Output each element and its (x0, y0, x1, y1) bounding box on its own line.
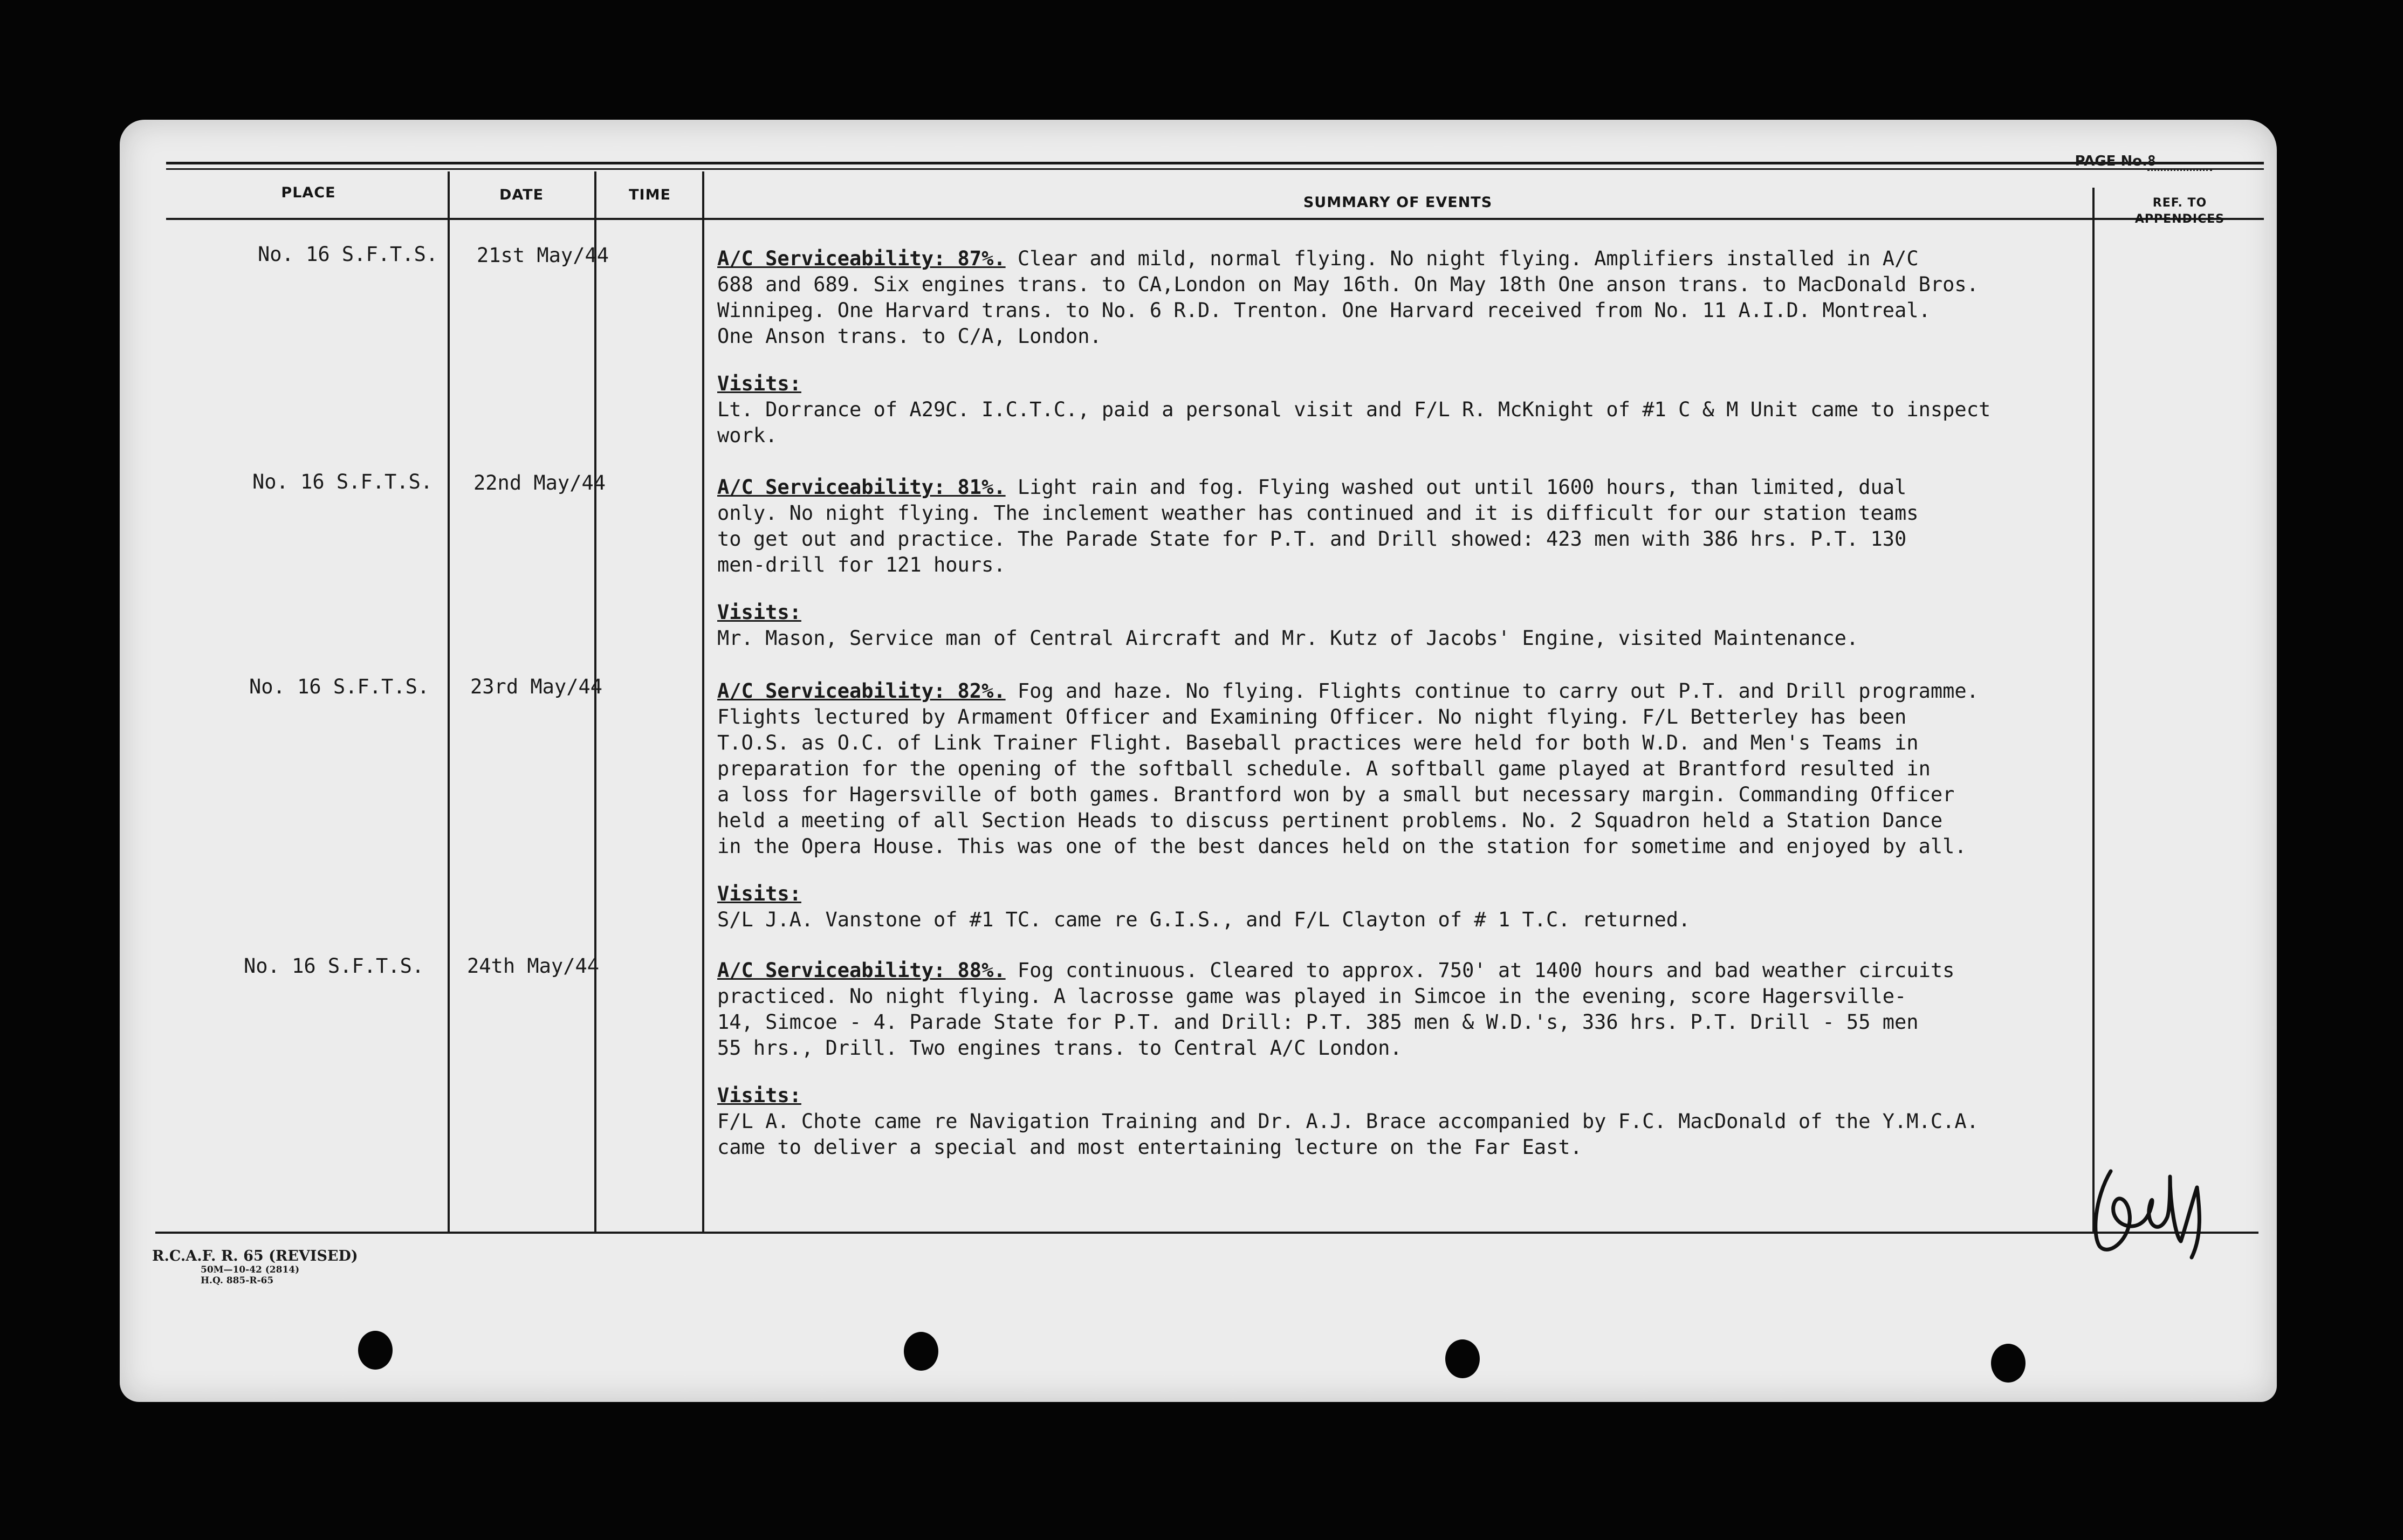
header-time: TIME (629, 187, 671, 203)
visits-label: Visits: (717, 601, 801, 624)
punch-hole (358, 1331, 393, 1370)
punch-hole (904, 1332, 938, 1371)
serviceability-label: A/C Serviceability: 88%. (717, 959, 1006, 982)
entry-summary: A/C Serviceability: 81%. Light rain and fog. Flying washed out until 1600 hours, than limited, dual only. No night flying. The inclement weather has continued and it is difficult for our station teams to get out and practice. The Parade State for P.T. and Drill showed: 423 men with 386 hrs. P.T. 130 men-drill for 121 hours. Visits: Mr. Mason, Service man of Central Aircraft and Mr. Kutz of Jacobs' Engine, visited Maintenance. (717, 475, 2195, 651)
entry-summary: A/C Serviceability: 88%. Fog continuous. Cleared to approx. 750' at 1400 hours and bad weather circuits practiced. No night flying. A lacrosse game was played in Simcoe in the evening, score Hagersville- 14, Simcoe - 4. Parade State for P.T. and Drill: P.T. 385 men & W.D.'s, 336 hrs. P.T. Drill - 55 men 55 hrs., Drill. Two engines trans. to Central A/C London. Visits: F/L A. Chote came re Navigation Training and Dr. A.J. Brace accompanied by F.C. MacDonald of the Y.M.C.A. came to deliver a special and most entertaining lecture on the Far East. (717, 958, 2195, 1160)
entry-place: No. 16 S.F.T.S. (244, 954, 424, 978)
header-appendices: APPENDICES (2134, 212, 2225, 226)
top-rule-1 (166, 162, 2264, 164)
header-summary: SUMMARY OF EVENTS (1303, 194, 1493, 211)
page-number-value: 8 (2147, 153, 2212, 171)
visits-label: Visits: (717, 1084, 801, 1107)
header-rule (166, 218, 2264, 220)
entry-date: 24th May/44 (467, 954, 600, 978)
header-date: DATE (499, 187, 544, 203)
form-identifier: R.C.A.F. R. 65 (REVISED) 50M—10-42 (2814) H.Q. 885-R-65 (152, 1248, 358, 1286)
entry-date: 21st May/44 (477, 244, 609, 267)
header-place: PLACE (281, 184, 336, 201)
col-rule-date-time (594, 171, 596, 1234)
signature (2089, 1155, 2229, 1263)
col-rule-time-summary (702, 171, 704, 1234)
header-ref-to: REF. TO (2152, 196, 2207, 210)
diary-page (120, 120, 2277, 1402)
col-rule-place-date (448, 171, 450, 1234)
entry-summary: A/C Serviceability: 82%. Fog and haze. No flying. Flights continue to carry out P.T. and Drill programme. Flights lectured by Armament Officer and Examining Officer. No night flying. F/L Betterley has been T.O.S. as O.C. of Link Trainer Flight. Baseball practices were held for both W.D. and Men's Teams in preparation for the opening of the softball schedule. A softball game played at Brantford resulted in a loss for Hagersville of both games. Brantford won by a small but necessary margin. Commanding Officer held a meeting of all Section Heads to discuss pertinent problems. No. 2 Squadron held a Station Dance in the Opera House. This was one of the best dances held on the station for sometime and enjoyed by all. Visits: S/L J.A. Vanstone of #1 TC. came re G.I.S., and F/L Clayton of # 1 T.C. returned. (717, 678, 2195, 933)
visits-label: Visits: (717, 372, 801, 395)
entry-place: No. 16 S.F.T.S. (252, 470, 433, 493)
page-number: PAGE No.8 (2075, 153, 2212, 171)
entry-place: No. 16 S.F.T.S. (249, 675, 430, 698)
top-rule-2 (166, 168, 2264, 170)
visits-label: Visits: (717, 882, 801, 905)
entry-date: 23rd May/44 (470, 675, 603, 698)
bottom-rule (155, 1232, 2258, 1234)
serviceability-label: A/C Serviceability: 81%. (717, 476, 1006, 499)
entry-place: No. 16 S.F.T.S. (258, 243, 438, 266)
entry-summary: A/C Serviceability: 87%. Clear and mild, normal flying. No night flying. Amplifiers installed in A/C 688 and 689. Six engines trans. to CA,London on May 16th. On May 18th One anson trans. to MacDonald Bros. Winnipeg. One Harvard trans. to No. 6 R.D. Trenton. One Harvard received from No. 11 A.I.D. Montreal. One Anson trans. to C/A, London. Visits: Lt. Dorrance of A29C. I.C.T.C., paid a personal visit and F/L R. McKnight of #1 C & M Unit came to inspect work. (717, 246, 2195, 449)
serviceability-label: A/C Serviceability: 87%. (717, 247, 1006, 270)
punch-hole (1991, 1344, 2026, 1383)
entry-date: 22nd May/44 (473, 471, 606, 494)
punch-hole (1445, 1339, 1480, 1378)
serviceability-label: A/C Serviceability: 82%. (717, 679, 1006, 703)
